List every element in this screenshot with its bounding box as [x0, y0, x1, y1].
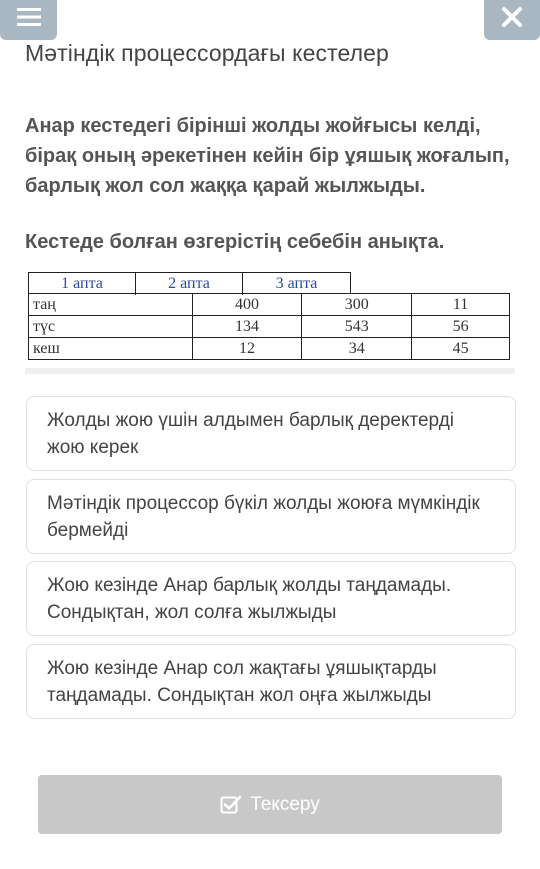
hamburger-menu-icon: [15, 6, 43, 28]
table-cell: 11: [412, 294, 510, 316]
data-table-image: [25, 272, 510, 364]
table-cell: 56: [412, 316, 510, 338]
check-square-icon: [220, 795, 242, 815]
question-text: Анар кестедегі бірінші жолды жойғысы келді, бірақ оның әрекетінен кейін бір ұяшық жоғалып, барлық жол сол жаққа қарай жылжыды.: [25, 115, 510, 197]
table-header-cell: 2 апта: [136, 273, 243, 295]
table-row: [29, 316, 510, 338]
table-header-cell: 3 апта: [275, 275, 318, 292]
page-title: Мәтіндік процессордағы кестелер: [25, 40, 389, 66]
menu-button[interactable]: [0, 0, 57, 40]
close-button[interactable]: [484, 0, 540, 40]
table-cell: 400: [192, 294, 302, 316]
close-icon: [501, 6, 523, 28]
row-label: таң: [29, 294, 193, 316]
table-row: [29, 338, 510, 360]
table-cell: 45: [412, 338, 510, 360]
table-row: [29, 294, 510, 316]
data-table: [28, 293, 510, 360]
row-label: түс: [29, 316, 193, 338]
answer-option-2[interactable]: Мәтіндік процессор бүкіл жолды жоюға мүмкіндік бермейді: [26, 479, 516, 554]
table-header-row: [28, 272, 351, 294]
check-answer-button[interactable]: [38, 775, 502, 834]
table-cell: 34: [302, 338, 412, 360]
image-bottom-shadow: [25, 368, 515, 374]
answer-option-3[interactable]: Жою кезінде Анар барлық жолды таңдамады. Сондықтан, жол солға жылжыды: [26, 561, 516, 636]
question-instruction: Кестеде болған өзгерістің себебін анықта.: [25, 231, 445, 253]
answer-option-1[interactable]: Жолды жою үшін алдымен барлық деректерді жою керек: [26, 396, 516, 471]
answer-option-4[interactable]: Жою кезінде Анар сол жақтағы ұяшықтарды таңдамады. Сондықтан жол оңға жылжыды: [26, 644, 516, 719]
table-cell: 12: [192, 338, 302, 360]
table-cell: 543: [302, 316, 412, 338]
check-button-label: Тексеру: [250, 793, 320, 815]
table-header-cell: 1 апта: [29, 273, 136, 295]
table-cell: 134: [192, 316, 302, 338]
table-cell: 300: [302, 294, 412, 316]
row-label: кеш: [29, 338, 193, 360]
